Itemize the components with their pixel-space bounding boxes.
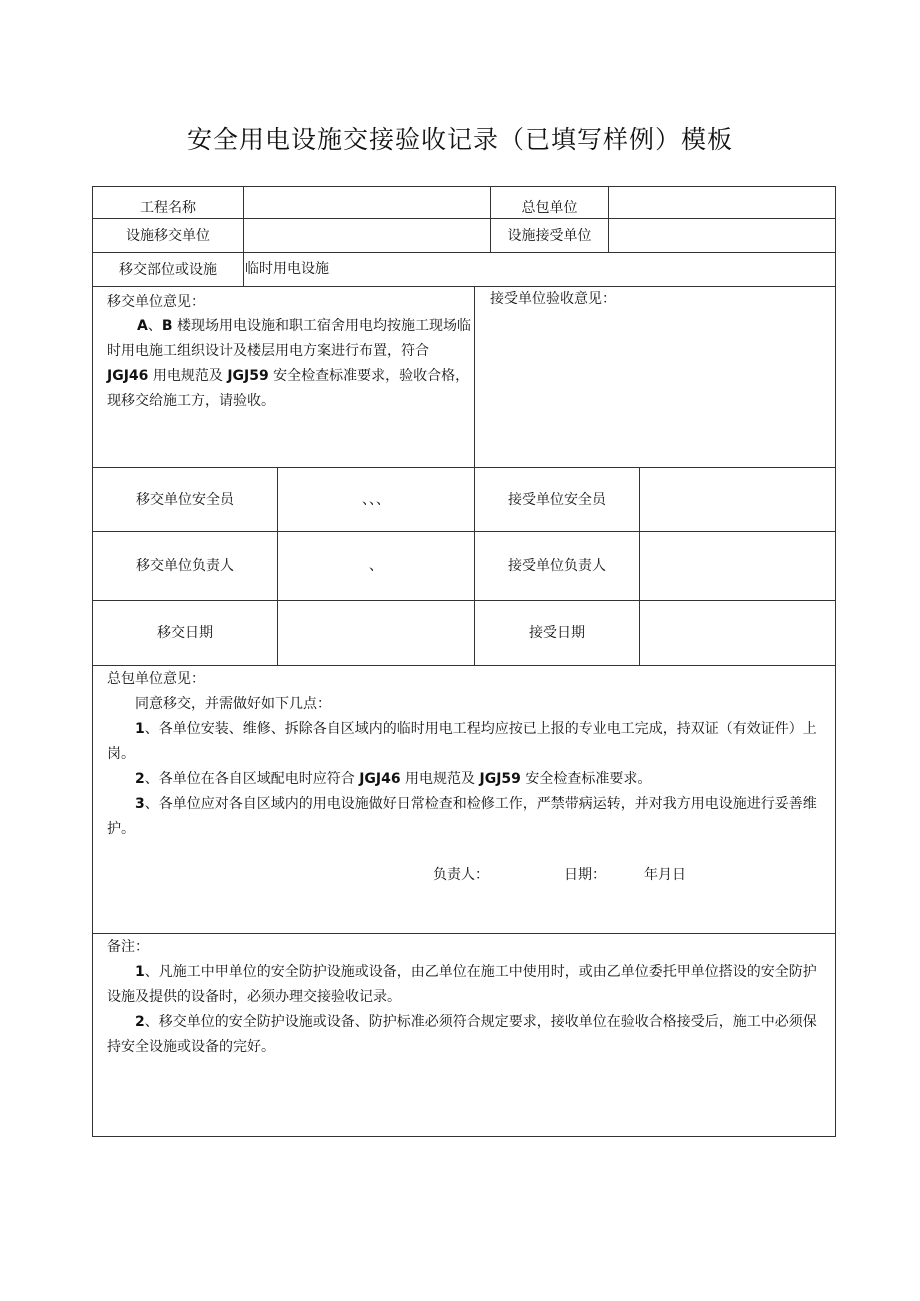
remarks-label: 备注： <box>107 939 149 955</box>
point-text: 安全检查标准要求。 <box>520 771 652 787</box>
general-opinion-point-3 <box>107 792 829 842</box>
remarks-point-2 <box>107 1010 829 1060</box>
handover-unit-value[interactable] <box>244 219 490 252</box>
remarks-point-1 <box>107 960 829 1010</box>
receiving-safety-officer-label: 接受单位安全员 <box>508 491 606 508</box>
point-text: 用电规范及 <box>400 771 480 787</box>
point-number: 1 <box>135 721 145 737</box>
receiving-opinion-label: 接受单位验收意见： <box>490 291 616 307</box>
receiving-unit-label: 设施接受单位 <box>507 228 592 244</box>
point-text: 、移交单位的安全防护设施或设备、防护标准必须符合规定要求，接收单位在验收合格接受后，施工中必须保持安全设施或设备的完好。 <box>107 1014 817 1055</box>
signer-label: 负责人： <box>433 867 489 883</box>
handover-part-label: 移交部位或设施 <box>119 262 217 278</box>
receiving-unit-value[interactable] <box>609 219 835 252</box>
general-contractor-label: 总包单位 <box>521 200 578 216</box>
handover-opinion-text <box>107 314 473 414</box>
sign-date-label: 日期： <box>564 867 606 883</box>
opinion-text-1: 楼现场用电设施和职工宿舍用电均按施工现场临时用电施工组织设计及楼层用电方案进行布置，符合 <box>107 318 471 359</box>
handover-safety-officer-label: 移交单位安全员 <box>136 491 234 508</box>
handover-date-value[interactable] <box>278 601 474 665</box>
building-a: A <box>137 318 148 334</box>
general-opinion-point-2 <box>107 767 829 792</box>
point-number: 1 <box>135 964 145 980</box>
standard-jgj46: JGJ46 <box>107 368 149 384</box>
table-rule <box>93 252 835 253</box>
handover-leader-value[interactable]: 、 <box>369 558 383 574</box>
building-b: B <box>161 318 173 334</box>
standard-jgj46: JGJ46 <box>359 771 401 787</box>
page-title: 安全用电设施交接验收记录（已填写样例）模板 <box>186 125 733 154</box>
project-name-value[interactable] <box>244 187 490 218</box>
general-opinion-intro: 同意移交，并需做好如下几点： <box>135 696 331 712</box>
handover-record-table <box>92 186 836 1137</box>
receiving-safety-officer-value[interactable] <box>640 468 835 531</box>
standard-jgj59: JGJ59 <box>479 771 521 787</box>
handover-date-label: 移交日期 <box>157 625 213 641</box>
handover-safety-officer-value[interactable]: 、、、 <box>362 491 390 508</box>
sign-date-format: 年月日 <box>644 867 686 883</box>
point-text: 、各单位在各自区域配电时应符合 <box>144 771 360 787</box>
point-text: 、各单位应对各自区域内的用电设施做好日常检查和检修工作，严禁带病运转，并对我方用电设施进行妥善维护。 <box>107 796 817 837</box>
table-rule <box>93 933 835 934</box>
opinion-text-3: 安全检查标准要求，验收合格，现移交给施工方，请验收。 <box>107 368 470 409</box>
handover-unit-label: 设施移交单位 <box>126 228 210 244</box>
receiving-leader-label: 接受单位负责人 <box>508 558 606 574</box>
handover-opinion-label: 移交单位意见： <box>107 294 205 310</box>
general-opinion-point-1 <box>107 717 829 767</box>
point-text: 、各单位安装、维修、拆除各自区域内的临时用电工程均应按已上报的专业电工完成，持双证（有效证件）上岗。 <box>107 721 817 762</box>
point-number: 2 <box>135 771 145 787</box>
point-text: 、凡施工中甲单位的安全防护设施或设备，由乙单位在施工中使用时，或由乙单位委托甲单位搭设的安全防护设施及提供的设备时，必须办理交接验收记录。 <box>107 964 817 1005</box>
standard-jgj59: JGJ59 <box>227 368 269 384</box>
table-rule <box>93 665 835 666</box>
handover-leader-label: 移交单位负责人 <box>136 558 234 574</box>
point-number: 2 <box>135 1014 145 1030</box>
opinion-text-2: 用电规范及 <box>148 368 228 384</box>
handover-part-value[interactable]: 临时用电设施 <box>245 261 329 277</box>
separator: 、 <box>147 318 162 334</box>
receiving-leader-value[interactable] <box>640 532 835 600</box>
project-name-label: 工程名称 <box>140 200 196 216</box>
general-contractor-value[interactable] <box>609 187 835 218</box>
general-opinion-label: 总包单位意见： <box>107 671 205 687</box>
receiving-date-label: 接受日期 <box>529 625 585 641</box>
receiving-date-value[interactable] <box>640 601 835 665</box>
point-number: 3 <box>135 796 145 812</box>
